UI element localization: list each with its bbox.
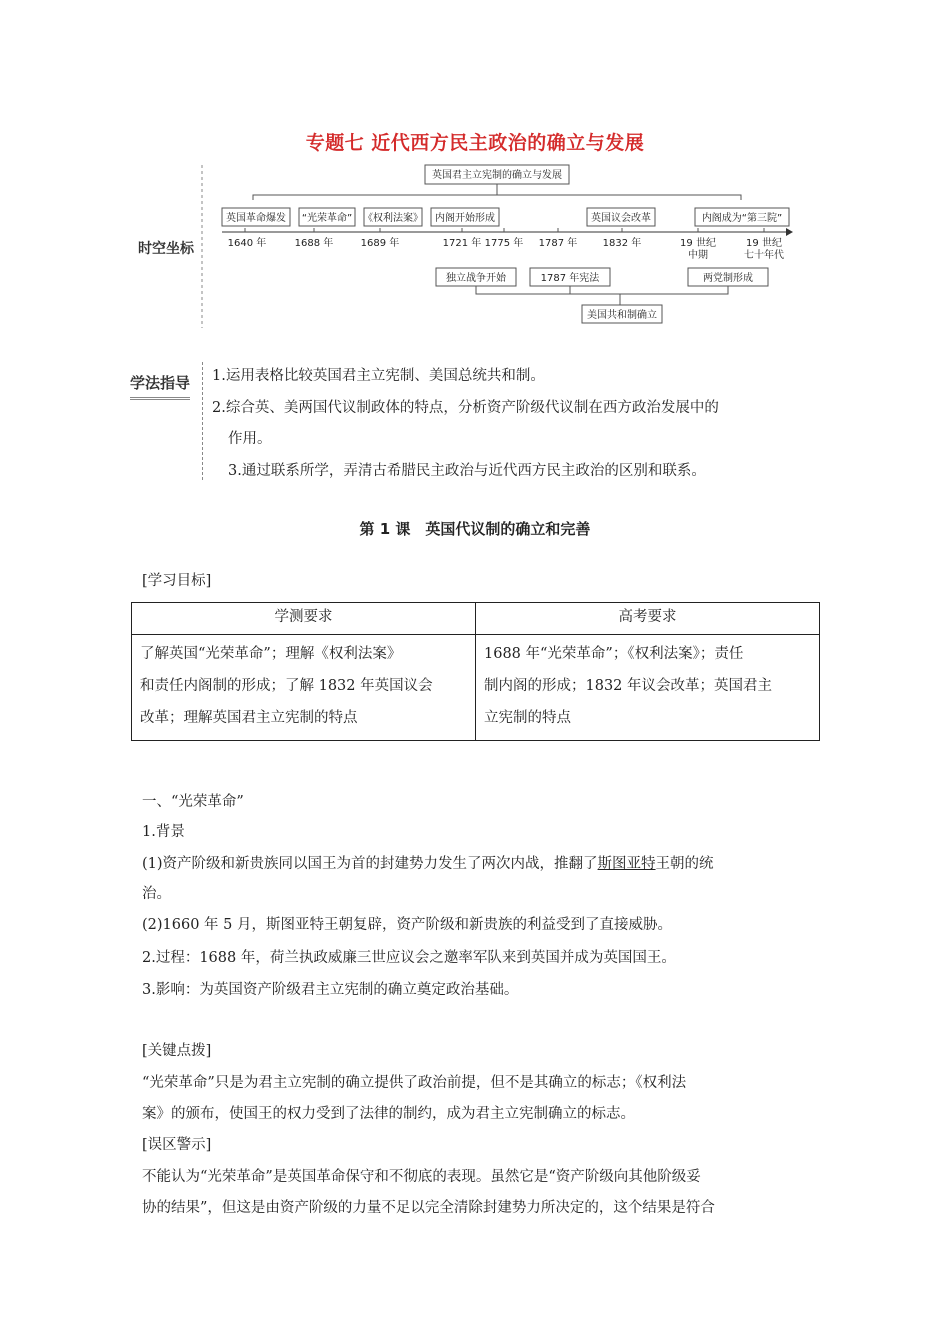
timeline-bottom-event: 两党制形成 [703, 273, 753, 284]
table-cell [132, 635, 476, 741]
timeline-year: 19 世纪 [680, 238, 716, 249]
study-guide-item: 3.通过联系所学，弄清古希腊民主政治与近代西方民主政治的区别和联系。 [228, 463, 706, 479]
timeline-year: 19 世纪 [746, 238, 782, 249]
timeline-event: 内阁开始形成 [435, 213, 495, 224]
text-span: (1)资产阶级和新贵族同以国王为首的封建势力发生了两次内战，推翻了 [142, 856, 598, 872]
cell-line: 和责任内阁制的形成；了解 1832 年英国议会 [140, 678, 433, 694]
background-item-1 [142, 854, 714, 874]
cell-line: 改革；理解英国君主立宪制的特点 [140, 710, 358, 726]
study-guide-item: 作用。 [228, 431, 272, 447]
key-point-text: 案》的颁布，使国王的权力受到了法律的制约，成为君主立宪制确立的标志。 [142, 1106, 635, 1122]
timeline-bottom-event: 独立战争开始 [446, 273, 506, 284]
table-header: 高考要求 [476, 603, 820, 635]
impact-item: 3.影响：为英国资产阶级君主立宪制的确立奠定政治基础。 [142, 982, 519, 998]
timeline-event: 英国议会改革 [591, 213, 651, 224]
timeline-year: 中期 [688, 250, 708, 261]
cell-line: 立宪制的特点 [484, 710, 571, 726]
timeline-year: 1640 年 [227, 238, 267, 249]
timeline-year: 1832 年 [602, 238, 642, 249]
objectives-label: [学习目标] [142, 573, 212, 589]
cell-line: 了解英国“光荣革命”；理解《权利法案》 [140, 646, 402, 662]
cell-line: 制内阁的形成；1832 年议会改革；英国君主 [484, 678, 773, 694]
timeline-side-label: 时空坐标 [138, 241, 194, 257]
objectives-table [131, 602, 820, 741]
study-guide-divider [202, 362, 203, 480]
timeline-year: 七十年代 [744, 250, 784, 261]
timeline-year: 1689 年 [360, 238, 400, 249]
timeline-year: 1721 年 [442, 238, 482, 249]
background-label: 1.背景 [142, 824, 185, 840]
timeline-year: 1787 年 [538, 238, 578, 249]
section-heading: 一、“光荣革命” [142, 794, 244, 810]
timeline-year: 1688 年 [294, 238, 334, 249]
warning-label: [误区警示] [142, 1137, 212, 1153]
timeline-event: “光荣革命” [301, 213, 353, 224]
key-point-text: “光荣革命”只是为君主立宪制的确立提供了政治前提，但不是其确立的标志；《权利法 [142, 1075, 687, 1091]
study-guide-item: 2.综合英、美两国代议制政体的特点，分析资产阶级代议制在西方政治发展中的 [212, 400, 719, 416]
timeline-year: 1775 年 [484, 238, 524, 249]
timeline-event: 内阁成为“第三院” [701, 213, 783, 224]
study-guide-item: 1.运用表格比较英国君主立宪制、美国总统共和制。 [212, 368, 545, 384]
cell-line: 1688 年“光荣革命”；《权利法案》；责任 [484, 646, 744, 662]
table-header: 学测要求 [132, 603, 476, 635]
timeline-bottom-event: 1787 年宪法 [540, 273, 600, 284]
warning-text: 不能认为“光荣革命”是英国革命保守和不彻底的表现。虽然它是“资产阶级向其他阶级妥 [142, 1169, 701, 1185]
key-point-label: [关键点拨] [142, 1043, 212, 1059]
process-item: 2.过程：1688 年，荷兰执政威廉三世应议会之邀率军队来到英国并成为英国国王。 [142, 950, 676, 966]
underlined-term: 斯图亚特 [597, 856, 656, 872]
warning-text: 协的结果”，但这是由资产阶级的力量不足以完全清除封建势力所决定的，这个结果是符合 [142, 1200, 715, 1216]
timeline-diagram [0, 0, 950, 340]
timeline-event: 英国革命爆发 [226, 213, 286, 224]
timeline-header: 英国君主立宪制的确立与发展 [432, 170, 562, 181]
page-title: 专题七 近代西方民主政治的确立与发展 [305, 132, 645, 154]
timeline-merge-event: 美国共和制确立 [587, 310, 657, 321]
lesson-title: 第 1 课 英国代议制的确立和完善 [359, 520, 591, 538]
text-span: 王朝的统 [655, 856, 714, 872]
background-item-2: (2)1660 年 5 月，斯图亚特王朝复辟，资产阶级和新贵族的利益受到了直接威胁。 [142, 917, 672, 933]
timeline-event: 《权利法案》 [363, 213, 423, 224]
background-item-1-cont: 治。 [142, 886, 171, 902]
table-cell [476, 635, 820, 741]
study-guide-label: 学法指导 [130, 372, 190, 400]
